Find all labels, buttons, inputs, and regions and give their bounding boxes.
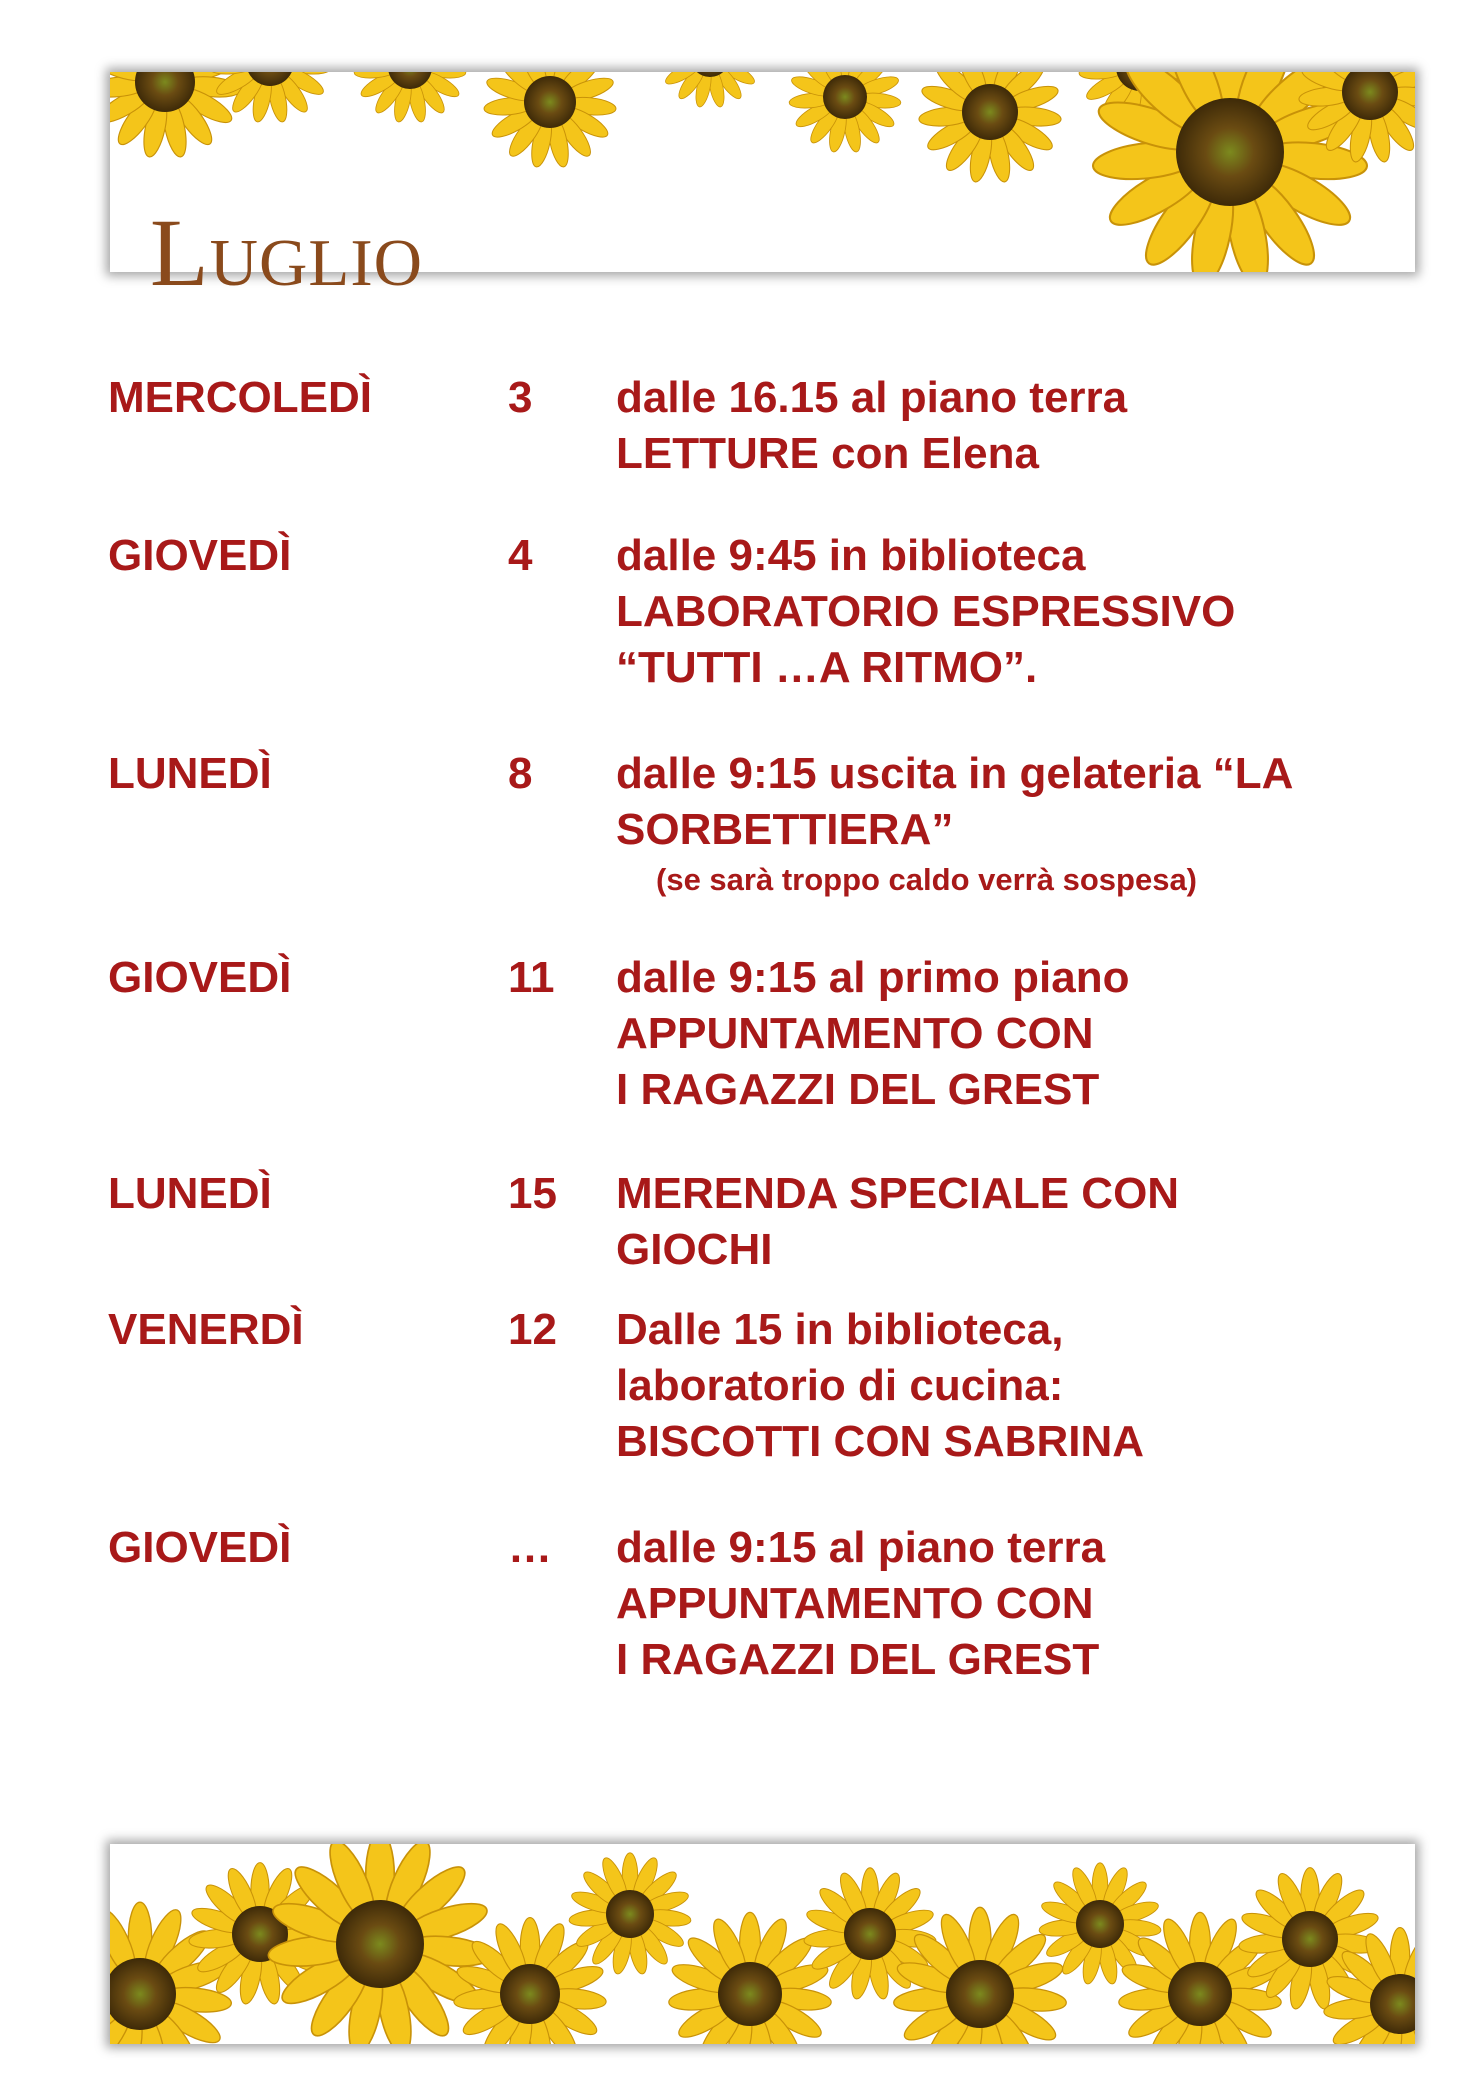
event-description [616,1302,1406,1470]
event-description [616,528,1406,696]
event-line: laboratorio di cucina: [616,1361,1064,1410]
event-line: GIOCHI [616,1225,773,1274]
event-day: LUNEDÌ [108,749,272,798]
event-date: 15 [508,1169,557,1218]
event-line: LABORATORIO ESPRESSIVO [616,587,1236,636]
event-date: 12 [508,1305,557,1354]
event-day: LUNEDÌ [108,1169,272,1218]
event-day: MERCOLEDÌ [108,373,372,422]
event-date: 8 [508,749,533,798]
sunflowers-image-bottom [110,1844,1415,2044]
event-line: “TUTTI …A RITMO”. [616,643,1038,692]
event-description [616,1520,1406,1688]
event-note: (se sarà troppo caldo verrà sospesa) [656,862,1198,897]
event-description [616,746,1406,902]
event-line: I RAGAZZI DEL GREST [616,1635,1100,1684]
sunflower-banner-bottom [110,1844,1415,2044]
event-description [616,950,1406,1118]
event-line: dalle 16.15 al piano terra [616,373,1128,422]
event-date: 11 [508,953,555,1002]
event-line: Dalle 15 in biblioteca, [616,1305,1064,1354]
event-line: I RAGAZZI DEL GREST [616,1065,1100,1114]
event-line: dalle 9:15 uscita in gelateria “LA [616,749,1294,798]
event-description [616,1166,1406,1278]
page-title: Luglio [150,199,424,306]
event-date: 3 [508,373,533,422]
event-line: dalle 9:15 al piano terra [616,1523,1106,1572]
event-date: … [508,1523,552,1572]
event-day: GIOVEDÌ [108,1523,292,1572]
event-day: VENERDÌ [108,1305,304,1354]
event-line: dalle 9:45 in biblioteca [616,531,1086,580]
event-day: GIOVEDÌ [108,953,292,1002]
event-day: GIOVEDÌ [108,531,292,580]
event-line: MERENDA SPECIALE CON [616,1169,1180,1218]
event-line: APPUNTAMENTO CON [616,1579,1094,1628]
event-line: dalle 9:15 al primo piano [616,953,1130,1002]
event-line: SORBETTIERA” [616,805,954,854]
event-line: BISCOTTI CON SABRINA [616,1417,1144,1466]
event-line: LETTURE con Elena [616,429,1039,478]
event-date: 4 [508,531,533,580]
event-description [616,370,1406,482]
event-line: APPUNTAMENTO CON [616,1009,1094,1058]
